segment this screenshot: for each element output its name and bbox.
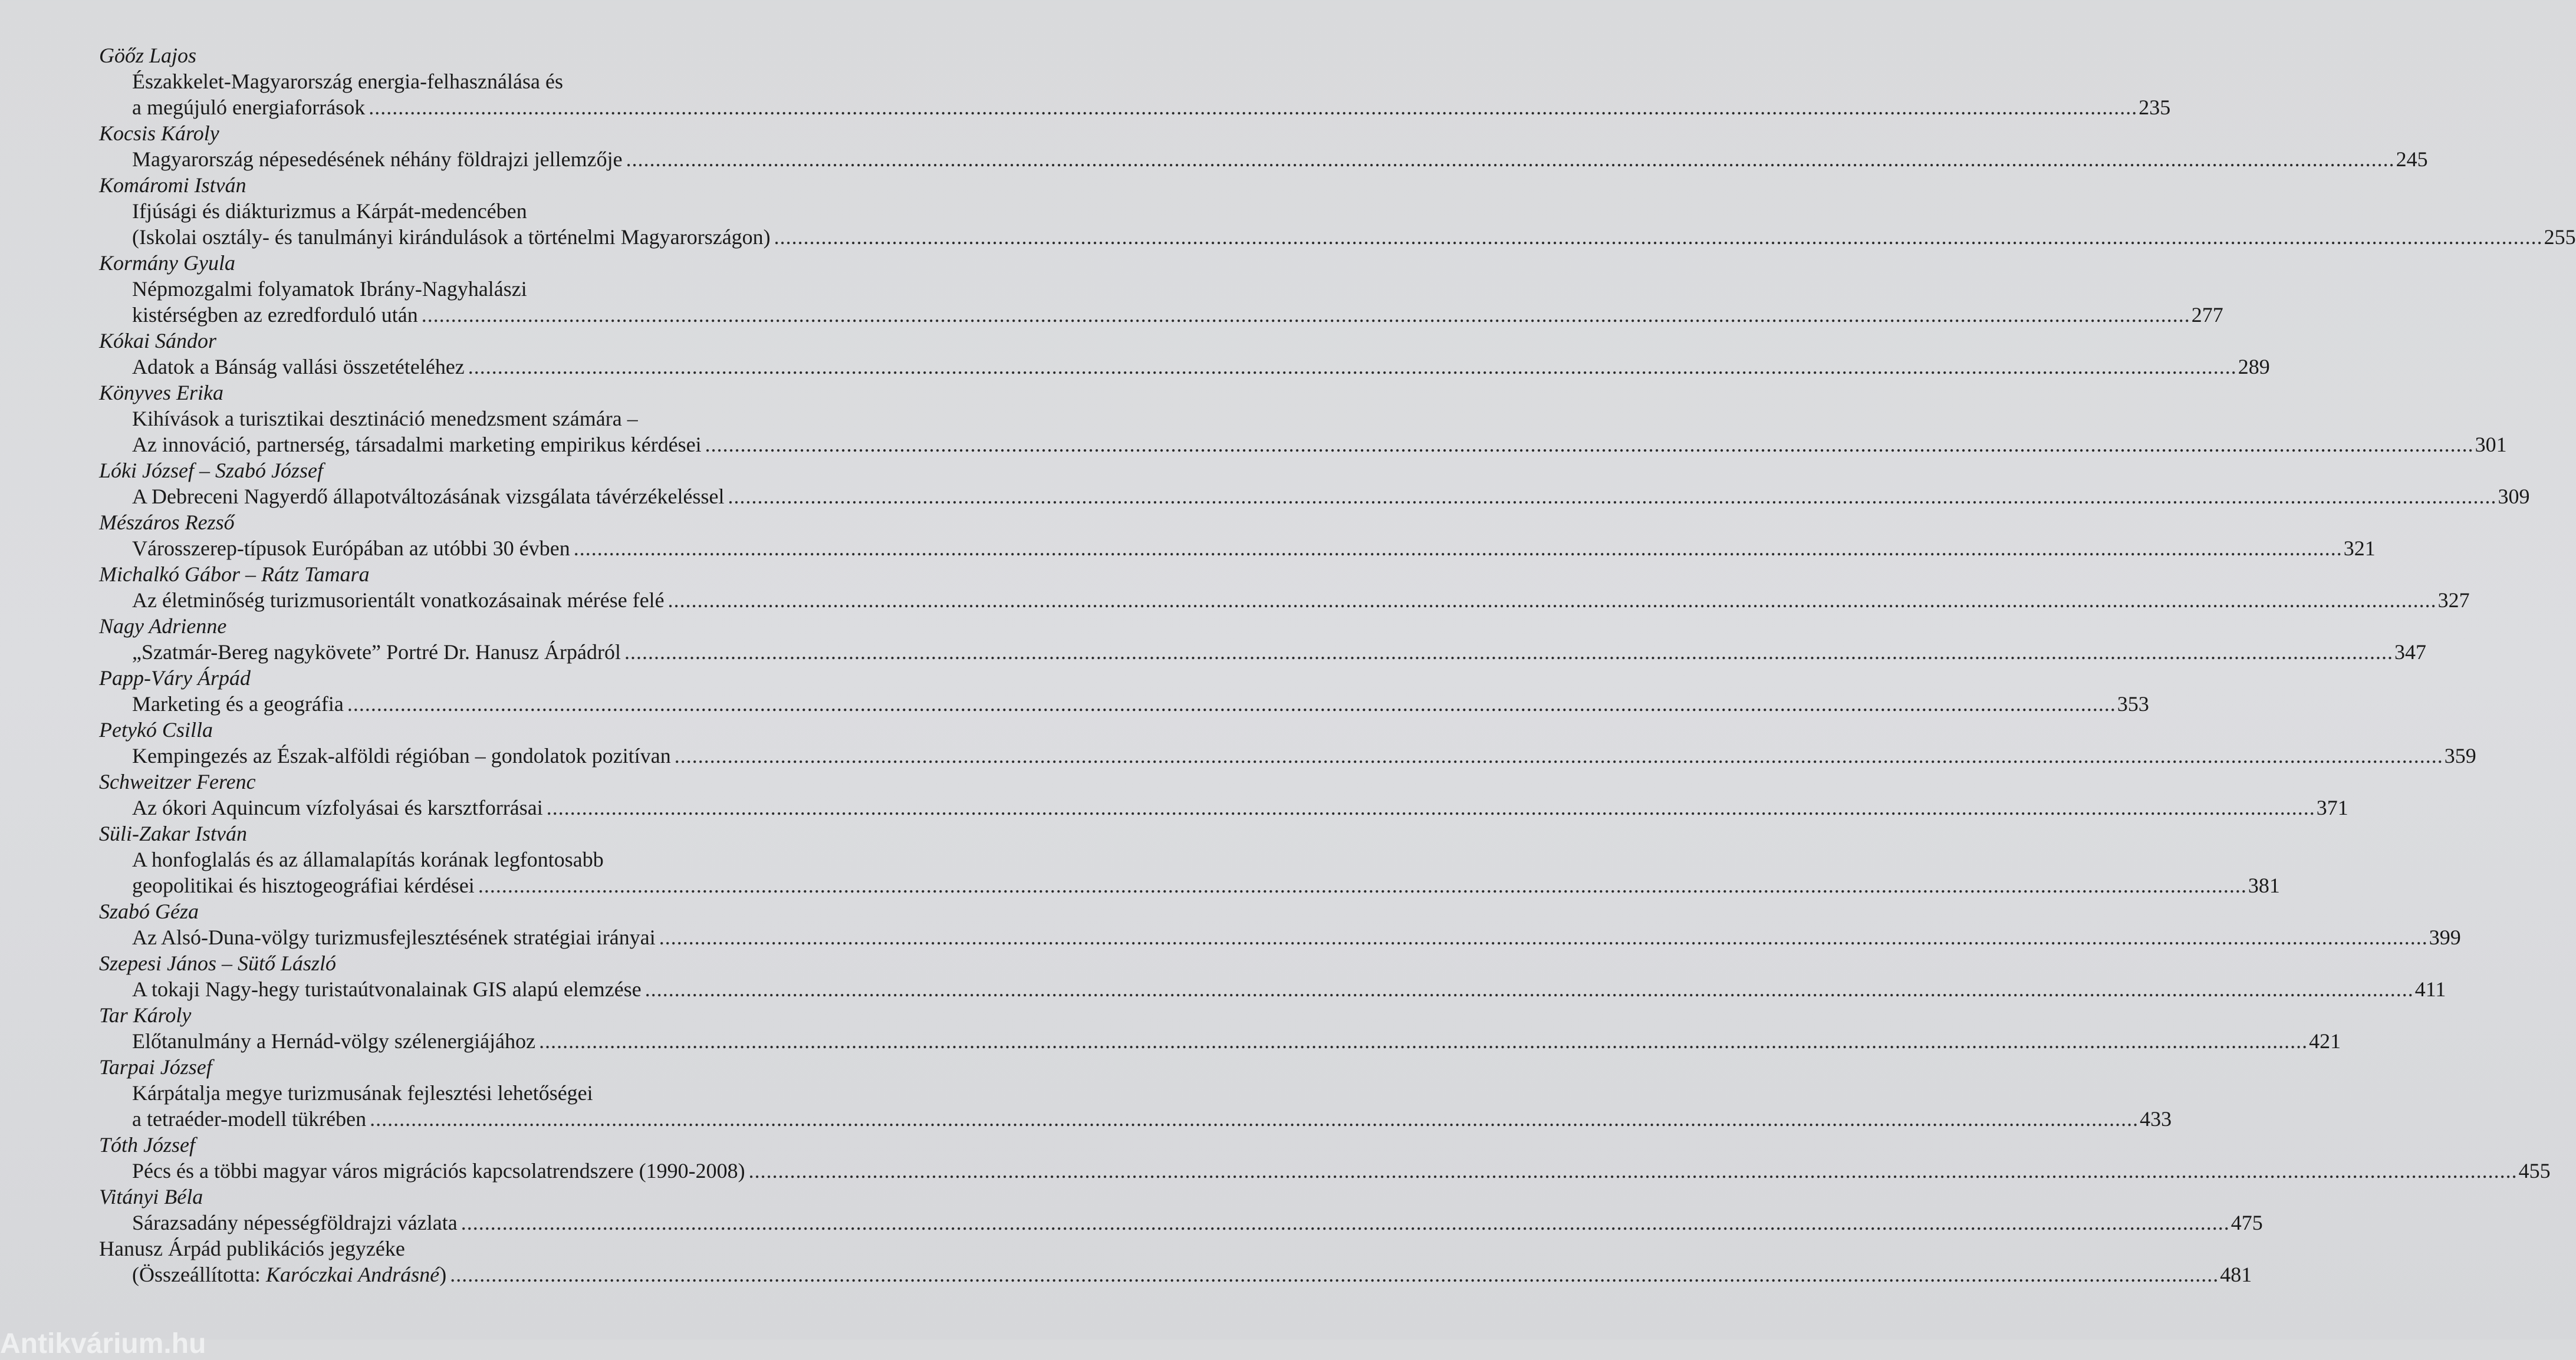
toc-title-line: Északkelet-Magyarország energia-felhasználása és — [132, 70, 563, 93]
toc-title-text: A Debreceni Nagyerdő állapotváltozásának vizsgálata távérzékeléssel — [132, 485, 725, 508]
toc-entry — [99, 821, 2280, 898]
toc-heading: Hanusz Árpád publikációs jegyzéke — [99, 1237, 405, 1260]
toc-author: Nagy Adrienne — [99, 614, 227, 638]
toc-title-last — [99, 1262, 2252, 1287]
toc-title-text: geopolitikai és hisztogeográfiai kérdései — [132, 874, 475, 897]
toc-author: Komáromi István — [99, 173, 246, 197]
toc-author: Schweitzer Ferenc — [99, 770, 256, 793]
toc-leader-dots: ............................................................................................................................................................................................................................................................................................................ — [705, 433, 2474, 456]
toc-title-text: A tokaji Nagy-hegy turistaútvonalainak GIS alapú elemzése — [132, 977, 641, 1001]
toc-title-last — [99, 924, 2461, 950]
toc-title-last — [99, 354, 2270, 380]
toc-author: Tarpai József — [99, 1055, 212, 1079]
toc-page-number: 481 — [2220, 1263, 2252, 1286]
toc-leader-dots: ............................................................................................................................................................................................................................................................................................................ — [659, 926, 2428, 949]
table-of-contents — [99, 42, 2576, 1287]
toc-page-number: 421 — [2309, 1029, 2341, 1053]
toc-author: Könyves Erika — [99, 381, 223, 404]
toc-title-text — [132, 1262, 446, 1287]
toc-leader-dots: ............................................................................................................................................................................................................................................................................................................ — [728, 485, 2497, 508]
toc-title-text: Adatok a Bánság vallási összetételéhez — [132, 355, 465, 378]
toc-title-last — [99, 1158, 2551, 1184]
toc-page-number: 455 — [2518, 1159, 2551, 1183]
toc-entry — [99, 509, 2376, 561]
toc-entry — [99, 1002, 2341, 1054]
toc-title-last — [99, 535, 2376, 561]
toc-title-last — [99, 1106, 2172, 1132]
toc-author: Mészáros Rezső — [99, 511, 235, 534]
toc-author: Tar Károly — [99, 1003, 192, 1027]
toc-title-text: „Szatmár-Bereg nagykövete” Portré Dr. Hanusz Árpádról — [132, 640, 621, 664]
toc-title-text: (Iskolai osztály- és tanulmányi kirándulások a történelmi Magyarországon) — [132, 225, 771, 249]
toc-page-number: 433 — [2140, 1107, 2172, 1131]
toc-entry — [99, 1132, 2551, 1184]
toc-page-number: 321 — [2343, 536, 2376, 560]
toc-title-last — [99, 1210, 2263, 1236]
toc-author: Szepesi János – Sütő László — [99, 951, 337, 975]
toc-entry — [99, 42, 2171, 120]
toc-page-number: 475 — [2230, 1211, 2263, 1234]
toc-title-last — [99, 94, 2171, 120]
toc-leader-dots: ............................................................................................................................................................................................................................................................................................................ — [468, 355, 2237, 378]
toc-leader-dots: ............................................................................................................................................................................................................................................................................................................ — [460, 1211, 2230, 1234]
toc-author: Süli-Zakar István — [99, 822, 247, 845]
toc-leader-dots: ............................................................................................................................................................................................................................................................................................................ — [644, 977, 2414, 1001]
toc-title-last — [99, 483, 2530, 509]
toc-entry — [99, 665, 2149, 717]
toc-leader-dots: ............................................................................................................................................................................................................................................................................................................ — [748, 1159, 2518, 1183]
toc-page-number: 399 — [2429, 926, 2461, 949]
toc-leader-dots: ............................................................................................................................................................................................................................................................................................................ — [546, 796, 2315, 819]
toc-title-line: A honfoglalás és az államalapítás korának legfontosabb — [132, 848, 604, 871]
toc-title-line: Népmozgalmi folyamatok Ibrány-Nagyhalászi — [132, 277, 527, 301]
toc-page-number: 235 — [2139, 96, 2171, 119]
toc-entry — [99, 950, 2446, 1002]
toc-entry — [99, 328, 2270, 380]
watermark: Antikvárium.hu — [0, 1328, 206, 1359]
toc-author: Kormány Gyula — [99, 251, 235, 275]
toc-title-text: a tetraéder-modell tükrében — [132, 1107, 367, 1131]
toc-title-last — [99, 1028, 2341, 1054]
toc-title-last — [99, 432, 2507, 457]
toc-title-last — [99, 872, 2280, 898]
toc-author: Kókai Sándor — [99, 329, 217, 353]
toc-title-last — [99, 224, 2576, 250]
toc-title-text: Magyarország népesedésének néhány földrajzi jellemzője — [132, 147, 623, 171]
toc-title-text: Az életminőség turizmusorientált vonatkozásainak mérése felé — [132, 588, 664, 612]
toc-page-number: 381 — [2248, 874, 2280, 897]
toc-leader-dots: ............................................................................................................................................................................................................................................................................................................ — [626, 147, 2395, 171]
toc-entry — [99, 769, 2348, 821]
toc-entry — [99, 898, 2461, 950]
toc-title-text: Pécs és a többi magyar város migrációs kapcsolatrendszere (1990-2008) — [132, 1159, 745, 1183]
toc-entry — [99, 613, 2426, 665]
toc-leader-dots: ............................................................................................................................................................................................................................................................................................................ — [674, 744, 2443, 768]
toc-page-number: 301 — [2475, 433, 2507, 456]
toc-title-last — [99, 587, 2470, 613]
toc-compiler: Karóczkai Andrásné — [265, 1263, 440, 1286]
toc-title-line: Kihívások a turisztikai desztináció menedzsment számára – — [132, 407, 638, 430]
toc-title-text: Az ókori Aquincum vízfolyásai és karsztforrásai — [132, 796, 543, 819]
toc-leader-dots: ............................................................................................................................................................................................................................................................................................................ — [573, 536, 2343, 560]
toc-entry — [99, 250, 2223, 328]
toc-leader-dots: ............................................................................................................................................................................................................................................................................................................ — [421, 303, 2190, 327]
toc-page-number: 245 — [2396, 147, 2428, 171]
toc-title-text: kistérségben az ezredforduló után — [132, 303, 418, 327]
toc-page-number: 289 — [2238, 355, 2270, 378]
toc-title-text: Kempingezés az Észak-alföldi régióban – gondolatok pozitívan — [132, 744, 671, 768]
toc-author: Petykó Csilla — [99, 718, 213, 742]
toc-prefix: (Összeállította: — [132, 1263, 266, 1286]
toc-leader-dots: ............................................................................................................................................................................................................................................................................................................ — [369, 96, 2138, 119]
toc-page-number: 411 — [2414, 977, 2446, 1001]
toc-title-text: Sárazsadány népességföldrajzi vázlata — [132, 1211, 458, 1234]
toc-leader-dots: ............................................................................................................................................................................................................................................................................................................ — [347, 692, 2116, 716]
toc-title-last — [99, 795, 2348, 821]
toc-page-number: 353 — [2117, 692, 2149, 716]
toc-author: Göőz Lajos — [99, 44, 197, 67]
toc-author: Szabó Géza — [99, 900, 199, 923]
toc-entry — [99, 172, 2576, 250]
toc-entry — [99, 561, 2470, 613]
toc-entry — [99, 380, 2507, 457]
toc-author: Vitányi Béla — [99, 1185, 203, 1208]
toc-title-text: Az Alsó-Duna-völgy turizmusfejlesztésének stratégiai irányai — [132, 926, 656, 949]
toc-leader-dots: ............................................................................................................................................................................................................................................................................................................ — [478, 874, 2247, 897]
toc-suffix: ) — [439, 1263, 447, 1286]
toc-author: Tóth József — [99, 1133, 196, 1157]
toc-title-last — [99, 146, 2428, 172]
toc-page-number: 309 — [2498, 485, 2530, 508]
toc-title-text: Marketing és a geográfia — [132, 692, 344, 716]
toc-entry — [99, 457, 2530, 509]
toc-title-last — [99, 976, 2446, 1002]
toc-title-text: Előtanulmány a Hernád-völgy szélenergiájához — [132, 1029, 536, 1053]
toc-title-text: Az innováció, partnerség, társadalmi marketing empirikus kérdései — [132, 433, 702, 456]
toc-page-number: 371 — [2316, 796, 2348, 819]
toc-title-line: Kárpátalja megye turizmusának fejlesztési lehetőségei — [132, 1081, 593, 1105]
toc-page-number: 359 — [2444, 744, 2476, 768]
toc-leader-dots: ............................................................................................................................................................................................................................................................................................................ — [450, 1263, 2219, 1286]
toc-author: Kocsis Károly — [99, 121, 219, 145]
toc-title-last — [99, 639, 2426, 665]
toc-entry — [99, 1054, 2172, 1132]
toc-entry-publications — [99, 1236, 2252, 1287]
toc-author: Lóki József – Szabó József — [99, 459, 323, 482]
toc-author: Michalkó Gábor – Rátz Tamara — [99, 562, 370, 586]
toc-entry — [99, 120, 2428, 172]
toc-page-number: 255 — [2544, 225, 2576, 249]
toc-leader-dots: ............................................................................................................................................................................................................................................................................................................ — [667, 588, 2437, 612]
toc-title-last — [99, 691, 2149, 717]
toc-title-last — [99, 743, 2476, 769]
toc-title-last — [99, 302, 2223, 328]
toc-entry — [99, 1184, 2263, 1236]
toc-leader-dots: ............................................................................................................................................................................................................................................................................................................ — [370, 1107, 2139, 1131]
toc-page-number: 277 — [2191, 303, 2223, 327]
toc-title-line: Ifjúsági és diákturizmus a Kárpát-medencében — [132, 199, 527, 223]
toc-leader-dots: ............................................................................................................................................................................................................................................................................................................ — [774, 225, 2543, 249]
toc-leader-dots: ............................................................................................................................................................................................................................................................................................................ — [624, 640, 2393, 664]
toc-leader-dots: ............................................................................................................................................................................................................................................................................................................ — [539, 1029, 2308, 1053]
toc-page-number: 327 — [2437, 588, 2470, 612]
toc-title-text: a megújuló energiaforrások — [132, 96, 366, 119]
toc-entry — [99, 717, 2476, 769]
toc-author: Papp-Váry Árpád — [99, 666, 251, 690]
toc-page-number: 347 — [2394, 640, 2426, 664]
toc-title-text: Városszerep-típusok Európában az utóbbi 30 évben — [132, 536, 570, 560]
